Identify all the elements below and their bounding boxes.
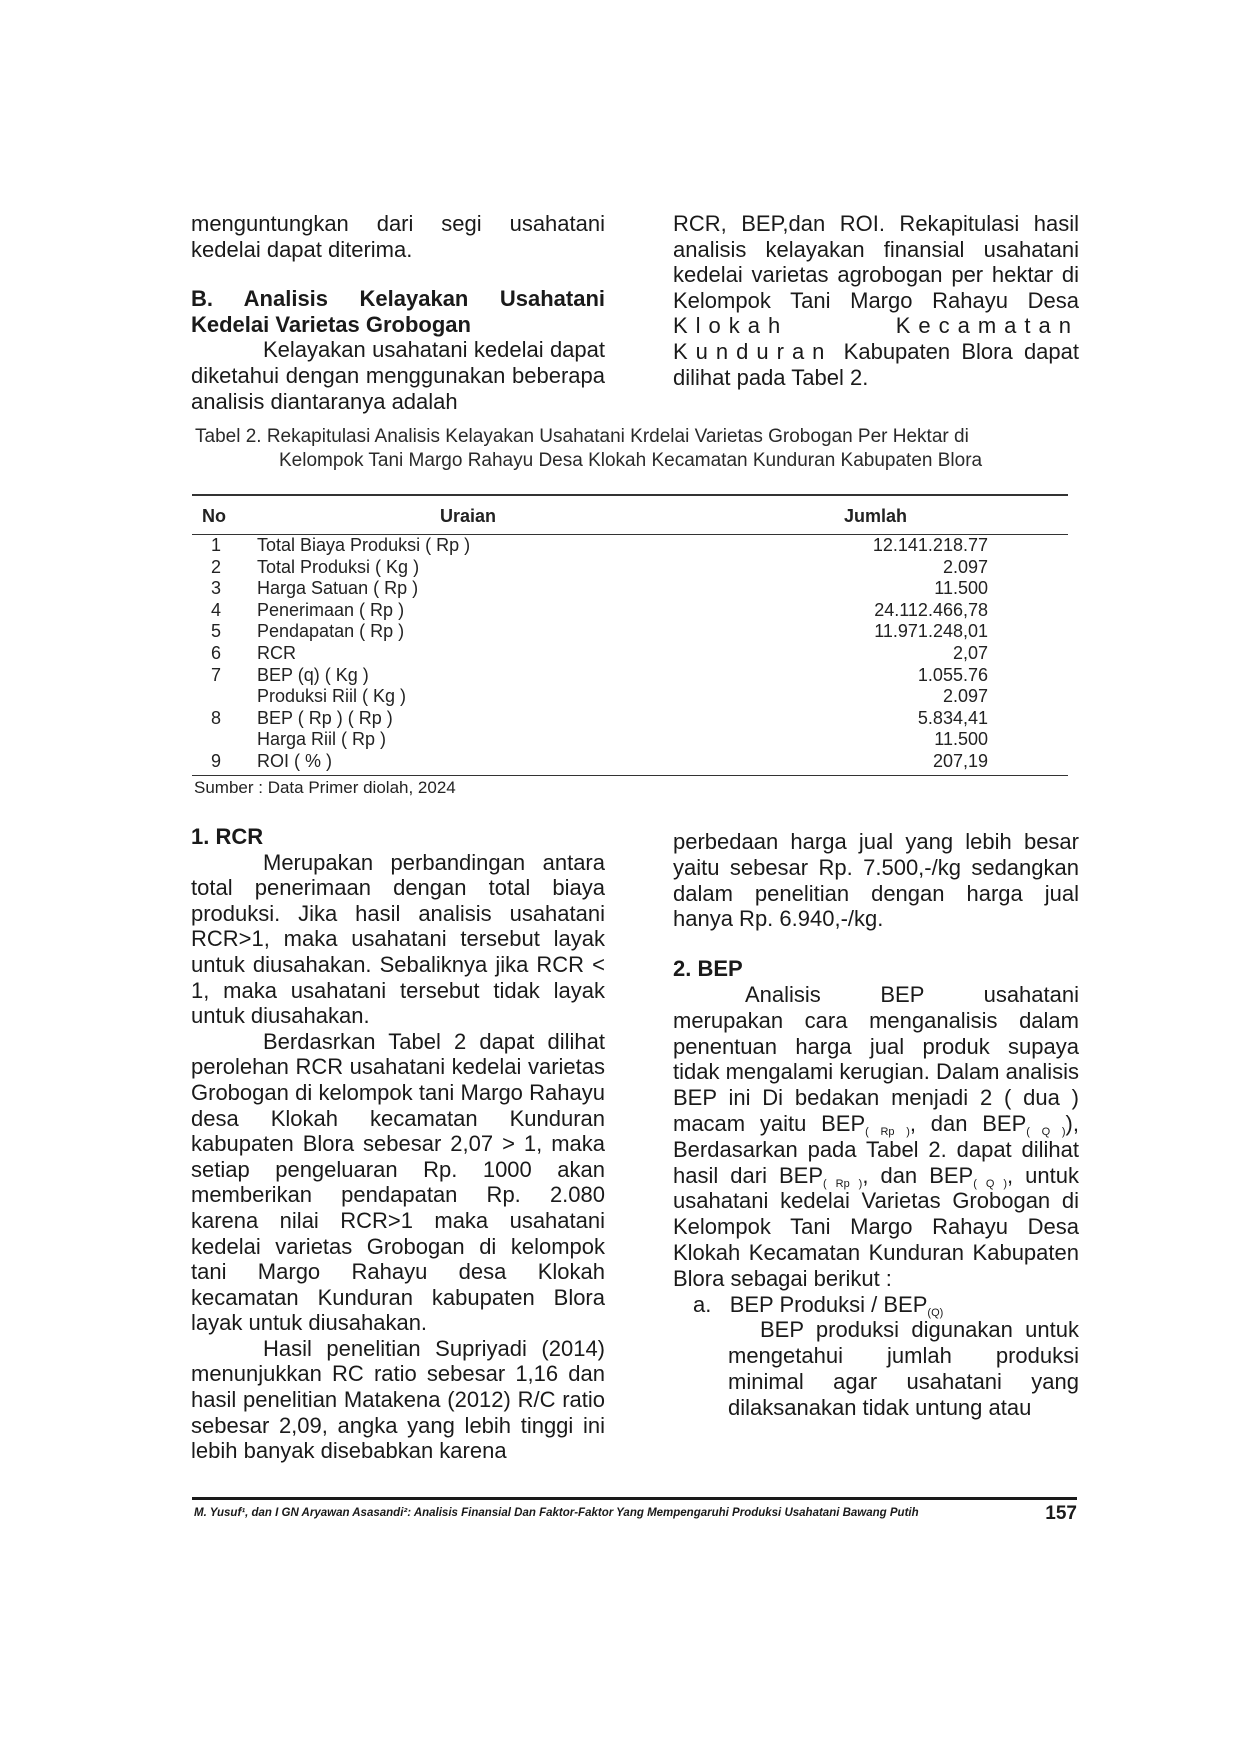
subscript: ( Rp ) <box>865 1125 910 1138</box>
paragraph: Berdasrkan Tabel 2 dapat dilihat perolehan RCR usahatani kedelai varietas Grobogan di kelompok tani Margo Rahayu desa Klokah kecamatan Kunduran kabupaten Blora sebesar 2,07 > 1, maka setiap pengeluaran Rp. 1000 akan memberikan pendapatan Rp. 2.080 karena nilai RCR>1 maka usahatani kedelai varietas Grobogan di kelompok tani Margo Rahayu desa Klokah kecamatan Kunduran kabupaten Blora layak untuk diusahakan. <box>191 1028 605 1336</box>
footer-citation: M. Yusuf¹, dan I GN Aryawan Asasandi²: Analisis Finansial Dan Faktor-Faktor Yang Mempengaruhi Produksi Usahatani Bawang Putih <box>194 1507 919 1519</box>
table-row <box>192 578 1068 600</box>
table-rule <box>192 775 1068 776</box>
table-row <box>192 621 1068 643</box>
table-row <box>192 643 1068 665</box>
cell-no: 6 <box>210 642 221 663</box>
cell-uraian: Harga Riil ( Rp ) <box>257 729 387 750</box>
cell-no: 8 <box>210 707 221 728</box>
section-heading-rcr: 1. RCR <box>191 824 264 849</box>
list-text: BEP Produksi / BEP <box>729 1291 928 1317</box>
paragraph-text: RCR, BEP,dan ROI. Rekapitulasi hasil analisis kelayakan finansial usahatani kedelai varietas agrobogan per hektar di Kelompok Tani Margo Rahayu Desa <box>673 211 1079 313</box>
table-caption <box>195 425 1075 473</box>
paragraph: perbedaan harga jual yang lebih besar yaitu sebesar Rp. 7.500,-/kg sedangkan dalam penelitian dengan harga jual hanya Rp. 6.940,-/kg. <box>673 829 1079 932</box>
cell-uraian: Harga Satuan ( Rp ) <box>257 578 419 599</box>
list-label: a. <box>693 1291 712 1317</box>
table-caption-line: Tabel 2. Rekapitulasi Analisis Kelayakan Usahatani Krdelai Varietas Grobogan Per Hektar di <box>195 426 969 447</box>
paragraph: Hasil penelitian Supriyadi (2014) menunjukkan RC ratio sebesar 1,16 dan hasil penelitian Matakena (2012) R/C ratio sebesar 2,09, angka yang lebih tinggi ini lebih banyak disebabkan karena <box>191 1335 605 1464</box>
table-caption-line: Kelompok Tani Margo Rahayu Desa Klokah Kecamatan Kunduran Kabupaten Blora <box>279 450 983 471</box>
paragraph-text-spaced: Klokah Kecamatan Kunduran <box>673 313 1079 364</box>
cell-jumlah: 207,19 <box>932 750 988 771</box>
cell-jumlah: 2,07 <box>952 642 988 663</box>
table-row <box>192 686 1068 708</box>
cell-uraian: Total Produksi ( Kg ) <box>257 556 420 577</box>
header-jumlah: Jumlah <box>844 506 908 526</box>
page-footer <box>192 1497 1077 1524</box>
table-row <box>192 557 1068 579</box>
subscript: ( Rp ) <box>823 1177 863 1190</box>
cell-no: 1 <box>210 535 221 555</box>
cell-no: 3 <box>210 578 221 599</box>
paragraph-text: , dan BEP <box>909 1110 1027 1136</box>
paragraph-text: , untuk usahatani kedelai Varietas Grobogan di Kelompok Tani Margo Rahayu Desa Klokah Kecamatan Kunduran Kabupaten Blora sebagai berikut : <box>673 1162 1079 1291</box>
cell-jumlah: 5.834,41 <box>917 707 988 728</box>
table-source: Sumber : Data Primer diolah, 2024 <box>194 777 456 797</box>
cell-jumlah: 1.055.76 <box>917 664 988 685</box>
cell-uraian: BEP ( Rp ) ( Rp ) <box>257 707 393 728</box>
data-table <box>192 494 1068 798</box>
table-row <box>192 665 1068 687</box>
left-column-top <box>191 211 605 414</box>
paragraph-text: Kabupaten Blora dapat dilihat pada Tabel 2. <box>673 338 1079 390</box>
cell-no: 9 <box>210 750 221 771</box>
cell-uraian: RCR <box>257 642 296 663</box>
header-uraian: Uraian <box>440 506 497 526</box>
cell-uraian: Penerimaan ( Rp ) <box>257 599 405 620</box>
cell-uraian: Produksi Riil ( Kg ) <box>257 686 407 707</box>
list-item-a <box>673 1292 1079 1318</box>
subscript: ( Q ) <box>973 1177 1008 1190</box>
section-heading-bep: 2. BEP <box>673 956 743 982</box>
cell-uraian: ROI ( % ) <box>257 750 332 771</box>
cell-uraian: Total Biaya Produksi ( Rp ) <box>257 535 471 555</box>
paragraph <box>673 211 1079 390</box>
paragraph: menguntungkan dari segi usahatani kedelai dapat diterima. <box>191 211 605 262</box>
table-row <box>192 708 1068 730</box>
cell-no: 2 <box>210 556 221 577</box>
paragraph: Kelayakan usahatani kedelai dapat diketahui dengan menggunakan beberapa analisis diantaranya adalah <box>191 337 605 414</box>
table-row <box>192 751 1068 773</box>
section-heading-b: B. Analisis Kelayakan Usahatani Kedelai Varietas Grobogan <box>191 286 605 337</box>
cell-jumlah: 11.500 <box>934 578 988 599</box>
header-no: No <box>202 506 226 526</box>
paragraph-text: ), Berdasarkan pada Tabel 2. dapat dilihat hasil dari BEP <box>673 1110 1079 1188</box>
sub-paragraph-wrapper <box>673 1317 1079 1420</box>
cell-no: 7 <box>210 664 221 685</box>
cell-jumlah: 12.141.218.77 <box>872 535 988 555</box>
cell-jumlah: 2.097 <box>942 686 988 707</box>
cell-jumlah: 24.112.466,78 <box>874 599 988 620</box>
right-column-bottom <box>673 829 1079 1421</box>
table-row <box>192 729 1068 751</box>
table-row <box>192 600 1068 622</box>
right-column-top <box>673 211 1079 390</box>
paragraph-text: Analisis BEP usahatani merupakan cara menganalisis dalam penentuan harga jual produk supaya tidak mengalami kerugian. Dalam analisis BEP ini Di bedakan menjadi 2 ( dua ) macam yaitu BEP <box>673 981 1079 1136</box>
paragraph: BEP produksi digunakan untuk mengetahui jumlah produksi minimal agar usahatani yang dilaksanakan tidak untung atau <box>728 1317 1079 1420</box>
left-column-bottom <box>191 824 605 1464</box>
subscript: (Q) <box>927 1306 944 1319</box>
table-row <box>192 535 1068 557</box>
cell-jumlah: 11.500 <box>934 729 988 750</box>
table-body <box>192 535 1068 773</box>
page-number: 157 <box>1045 1503 1077 1524</box>
paragraph <box>673 982 1079 1292</box>
paragraph-text: , dan BEP <box>862 1162 974 1188</box>
cell-jumlah: 2.097 <box>942 556 988 577</box>
paragraph: Merupakan perbandingan antara total penerimaan dengan total biaya produksi. Jika hasil analisis usahatani RCR>1, maka usahatani tersebut layak untuk diusahakan. Sebaliknya jika RCR < 1, maka usahatani tersebut tidak layak untuk diusahakan. <box>191 849 605 1029</box>
cell-uraian: Pendapatan ( Rp ) <box>257 621 405 642</box>
cell-jumlah: 11.971.248,01 <box>874 621 988 642</box>
table-header-row <box>192 496 1068 534</box>
footer-rule <box>192 1497 1077 1500</box>
subscript: ( Q ) <box>1026 1125 1066 1138</box>
cell-no: 5 <box>210 621 221 642</box>
cell-uraian: BEP (q) ( Kg ) <box>257 664 369 685</box>
cell-no: 4 <box>210 599 221 620</box>
